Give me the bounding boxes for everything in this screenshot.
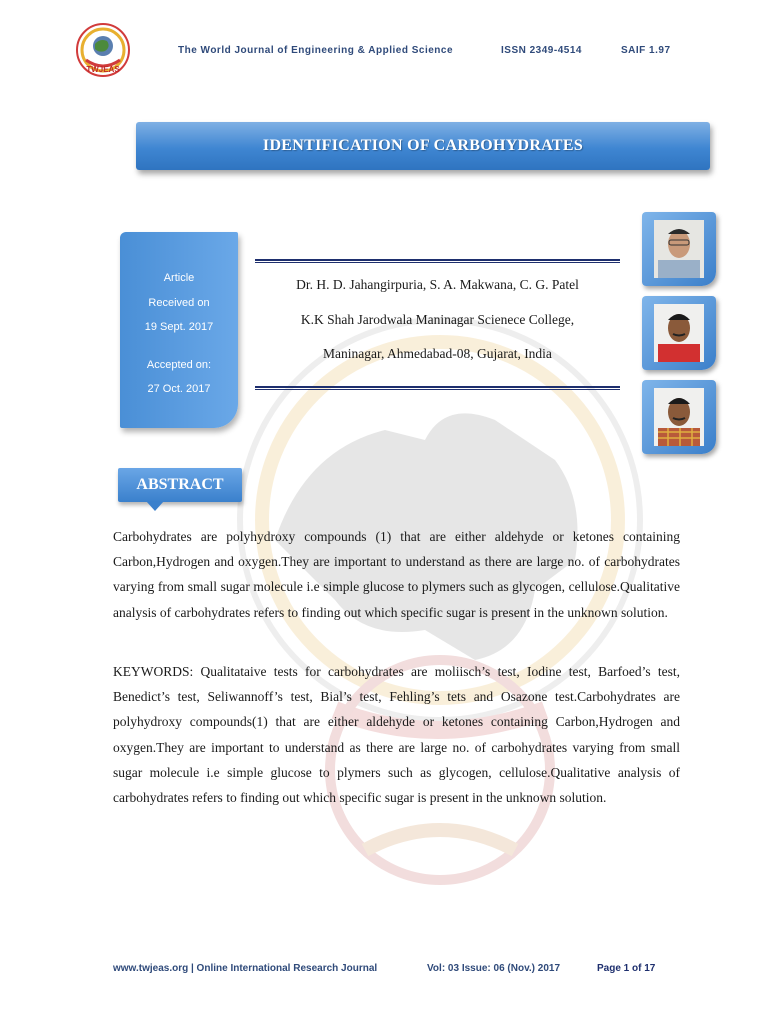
footer-page-number: Page 1 of 17 bbox=[597, 963, 656, 974]
abstract-tab-pointer bbox=[146, 501, 164, 511]
accepted-date: 27 Oct. 2017 bbox=[147, 383, 211, 395]
accepted-label: Accepted on: bbox=[146, 359, 212, 371]
received-label: Received on bbox=[148, 297, 210, 309]
affiliation-line-2: Maninagar, Ahmedabad-08, Gujarat, India bbox=[323, 346, 552, 361]
article-info-card bbox=[120, 232, 238, 428]
affiliation-line-1: K.K Shah Jarodwala Maninagar Scienece College, bbox=[300, 312, 575, 327]
abstract-heading bbox=[118, 468, 242, 502]
abstract-heading-text: ABSTRACT bbox=[136, 476, 224, 493]
journal-logo bbox=[70, 22, 136, 82]
journal-name: The World Journal of Engineering & Applied Science bbox=[178, 45, 454, 56]
issn: ISSN 2349-4514 bbox=[501, 45, 582, 56]
article-title: IDENTIFICATION OF CARBOHYDRATES bbox=[262, 137, 584, 154]
received-date: 19 Sept. 2017 bbox=[144, 321, 214, 333]
footer-volume: Vol: 03 Issue: 06 (Nov.) 2017 bbox=[427, 963, 561, 974]
author-portrait-1 bbox=[654, 220, 704, 278]
saif: SAIF 1.97 bbox=[621, 45, 671, 56]
author-photo-1 bbox=[642, 212, 716, 286]
author-portrait-2 bbox=[654, 304, 704, 362]
author-photo-2 bbox=[642, 296, 716, 370]
author-photo-3 bbox=[642, 380, 716, 454]
article-title-banner bbox=[136, 122, 710, 170]
abstract-text: Carbohydrates are polyhydroxy compounds (1) that are either aldehyde or ketones containing Carbon,Hydrogen and oxygen.They are important to understand as there are large no. of carbohydrates varying from small sugar molecule i.e simple glucose to plymers such as glycogen, cellulose.Qualitative analysis of carbohydrates refers to finding out which specific sugar is present in the unknown solution. bbox=[113, 529, 680, 620]
author-portrait-3 bbox=[654, 388, 704, 446]
journal-header bbox=[178, 45, 678, 59]
author-rule-top bbox=[255, 259, 620, 263]
article-label: Article bbox=[163, 272, 195, 284]
author-names: Dr. H. D. Jahangirpuria, S. A. Makwana, C. G. Patel bbox=[296, 277, 579, 292]
keywords-text: KEYWORDS: Qualitataive tests for carbohydrates are moliisch’s test, Iodine test, Barfoed’s test, Benedict’s test, Seliwannoff’s test, Bial’s test, Fehling’s tets and Osazone test.Carbohydrates are polyhydroxy compounds(1) that are either aldehyde or ketones containing Carbon,Hydrogen and oxygen.They are important to understand as there are large no. of carbohydrates varying from small sugar molecule i.e simple glucose to plymers such as glycogen, cellulose.Qualitative analysis of carbohydrates refers to finding out which specific sugar is present in the unknown solution. bbox=[113, 664, 680, 806]
logo-text: TWJEAS bbox=[86, 65, 120, 74]
footer-site: www.twjeas.org | Online International Research Journal bbox=[113, 963, 378, 974]
author-rule-bottom bbox=[255, 386, 620, 390]
page-footer bbox=[113, 963, 673, 977]
